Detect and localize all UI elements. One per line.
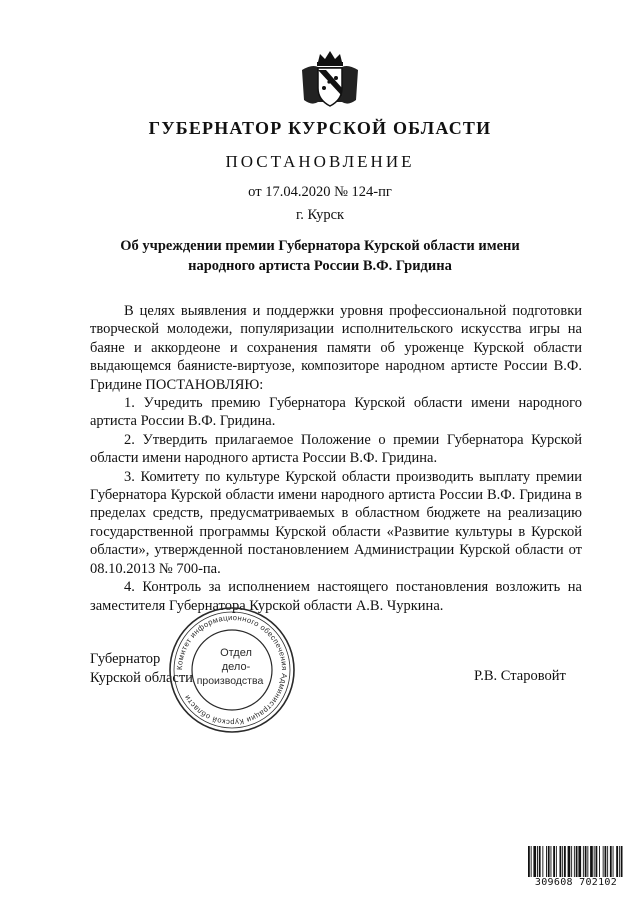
barcode-bar: [528, 846, 530, 878]
barcode-bar: [546, 846, 547, 878]
barcode-bar: [553, 846, 555, 878]
barcode-number: 309608 702102: [527, 877, 625, 889]
barcode-bar: [574, 846, 575, 878]
stamp-center-line3: производства: [196, 675, 264, 687]
stamp-ring-text-path: Комитет информационного обеспечения Администрации Курской области: [174, 612, 290, 728]
barcode-bar: [605, 846, 607, 878]
barcode-bar: [594, 846, 595, 878]
barcode-bar: [616, 846, 618, 878]
clause-1: 1. Учредить премию Губернатора Курской области имени народного артиста России В.Ф. Гридина.: [90, 395, 582, 430]
barcode-bar: [562, 846, 563, 878]
barcode-bar: [556, 846, 557, 878]
official-stamp: [166, 604, 298, 736]
barcode-bar: [621, 846, 623, 878]
barcode-bar: [564, 846, 566, 878]
stamp-center-line2: дело-: [221, 661, 251, 673]
signatory-position-line2: Курской области: [90, 669, 193, 686]
barcode-bar: [576, 846, 578, 878]
preamble-paragraph: В целях выявления и поддержки уровня профессиональной подготовки творческой молодежи, популяризации исполнительского искусства игры на баяне и аккордеоне и сохранения памяти об уроженце Курской области выдающемся баянисте-виртуозе, композиторе народном артисте России В.Ф. Гридине ПОСТАНОВЛЯЮ:: [90, 303, 582, 393]
barcode-bar: [599, 846, 600, 878]
barcode-bar: [568, 846, 571, 878]
stamp-center-line1: Отдел: [220, 647, 252, 659]
barcode-bar: [583, 846, 584, 878]
barcode-bar: [542, 846, 543, 878]
barcode-bar: [578, 846, 581, 878]
barcode-bar: [533, 846, 536, 878]
clause-3: 3. Комитету по культуре Курской области производить выплату премии Губернатора Курской области имени народного артиста России В.Ф. Гридина в пределах средств, предусматриваемых в областном бюджете на реализацию государственной программы Курской области «Развитие культуры в Курской области», утвержденной постановлением Администрации Курской области от 08.10.2013 № 700-па.: [90, 468, 582, 577]
clause-2: 2. Утвердить прилагаемое Положение о премии Губернатора Курской области имени народного артиста России В.Ф. Гридина.: [90, 431, 582, 467]
barcode-bar: [548, 846, 550, 878]
barcode-bar: [571, 846, 572, 878]
document-title: Об учреждении премии Губернатора Курской области имени народного артиста России В.Ф. Гридина: [120, 238, 520, 274]
coat-of-arms-icon: [298, 48, 362, 112]
barcode-bar: [613, 846, 614, 878]
barcode-bar: [610, 846, 612, 878]
barcode-bar: [603, 846, 604, 878]
issuer-heading: ГУБЕРНАТОР КУРСКОЙ ОБЛАСТИ: [148, 118, 492, 138]
barcode-bar: [587, 846, 588, 878]
document-body: [90, 302, 582, 615]
document-type: ПОСТАНОВЛЕНИЕ: [225, 152, 415, 171]
barcode-bar: [531, 846, 532, 878]
document-date-number: от 17.04.2020 № 124-пг: [248, 184, 392, 200]
barcode-bar: [619, 846, 620, 878]
barcode-bar: [590, 846, 593, 878]
signatory-position-line1: Губернатор: [90, 651, 161, 667]
document-city: г. Курск: [295, 207, 345, 223]
barcode-bar: [560, 846, 562, 878]
barcode-bar: [607, 846, 608, 878]
barcode-bar: [539, 846, 541, 878]
barcode-bar: [585, 846, 587, 878]
barcode-bar: [537, 846, 538, 878]
clause-4: 4. Контроль за исполнением настоящего постановления возложить на заместителя Губернатора Курской области А.В. Чуркина.: [90, 579, 582, 614]
barcode-bar: [551, 846, 552, 878]
signatory-name: Р.В. Старовойт: [474, 668, 566, 684]
barcode-bar: [596, 846, 598, 878]
